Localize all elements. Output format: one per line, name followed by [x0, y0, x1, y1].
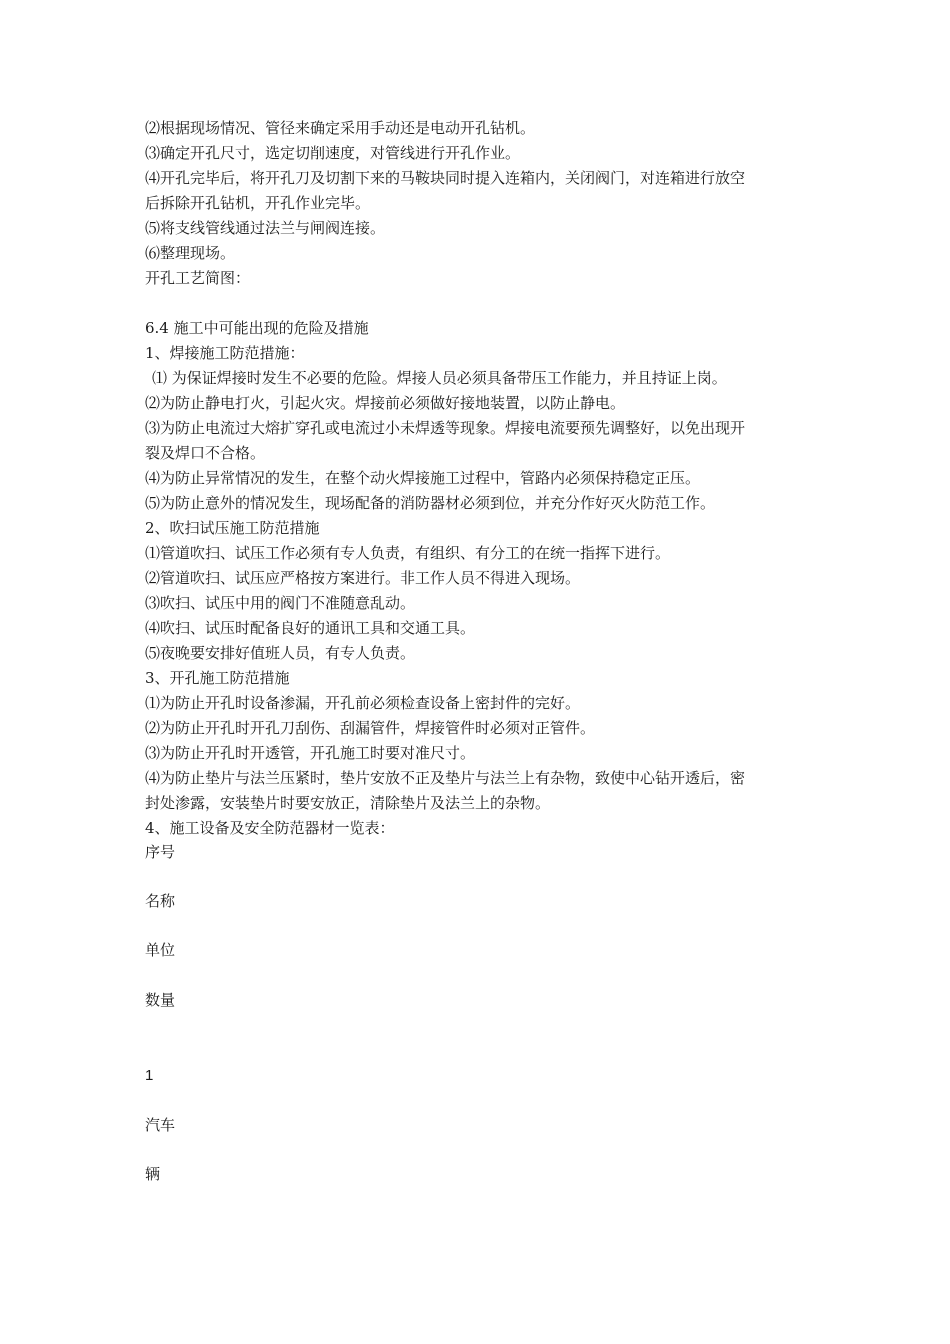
text-line: ⑷开孔完毕后，将开孔刀及切割下来的马鞍块同时提入连箱内，关闭阀门，对连箱进行放空 [145, 169, 746, 187]
table-header-cell: 单位 [145, 941, 176, 959]
table-cell: 辆 [145, 1165, 161, 1183]
text-line: ⑸将支线管线通过法兰与闸阀连接。 [145, 219, 386, 237]
text-line: ⑷为防止垫片与法兰压紧时，垫片安放不正及垫片与法兰上有杂物，致使中心钻开透后，密 [145, 769, 746, 787]
text-line: ⑴管道吹扫、试压工作必须有专人负责，有组织、有分工的在统一指挥下进行。 [145, 544, 671, 562]
text-line: 后拆除开孔钻机，开孔作业完毕。 [145, 194, 371, 212]
text-line: ⑶为防止电流过大熔扩穿孔或电流过小未焊透等现象。焊接电流要预先调整好，以免出现开 [145, 419, 746, 437]
subsection-heading: 3、开孔施工防范措施 [145, 669, 290, 687]
table-cell: 汽车 [145, 1116, 176, 1134]
subsection-heading: 1、焊接施工防范措施： [145, 344, 305, 362]
text-line: 裂及焊口不合格。 [145, 444, 266, 462]
text-line: ⑵管道吹扫、试压应严格按方案进行。非工作人员不得进入现场。 [145, 569, 581, 587]
text-line: ⑴ 为保证焊接时发生不必要的危险。焊接人员必须具备带压工作能力，并且持证上岗。 [152, 369, 727, 387]
figure-caption: 开孔工艺简图： [145, 269, 251, 287]
subsection-heading: 2、吹扫试压施工防范措施 [145, 519, 320, 537]
text-line: ⑷吹扫、试压时配备良好的通讯工具和交通工具。 [145, 619, 476, 637]
subsection-heading: 4、施工设备及安全防范器材一览表： [145, 819, 395, 837]
table-header-cell: 数量 [145, 991, 176, 1009]
text-line: ⑵根据现场情况、管径来确定采用手动还是电动开孔钻机。 [145, 119, 536, 137]
text-line: ⑶为防止开孔时开透管，开孔施工时要对准尺寸。 [145, 744, 476, 762]
section-heading: 6.4 施工中可能出现的危险及措施 [145, 319, 369, 337]
text-line: ⑵为防止静电打火，引起火灾。焊接前必须做好接地装置，以防止静电。 [145, 394, 626, 412]
text-line: ⑶确定开孔尺寸，选定切削速度，对管线进行开孔作业。 [145, 144, 521, 162]
text-line: ⑸夜晚要安排好值班人员，有专人负责。 [145, 644, 416, 662]
text-line: ⑴为防止开孔时设备渗漏，开孔前必须检查设备上密封件的完好。 [145, 694, 581, 712]
text-line: 封处渗露，安装垫片时要安放正，清除垫片及法兰上的杂物。 [145, 794, 551, 812]
text-line: ⑵为防止开孔时开孔刀刮伤、刮漏管件，焊接管件时必须对正管件。 [145, 719, 596, 737]
table-header-cell: 序号 [145, 843, 176, 861]
text-line: ⑹整理现场。 [145, 244, 236, 262]
table-header-cell: 名称 [145, 892, 176, 910]
text-line: ⑸为防止意外的情况发生，现场配备的消防器材必须到位，并充分作好灭火防范工作。 [145, 494, 716, 512]
text-line: ⑷为防止异常情况的发生，在整个动火焊接施工过程中，管路内必须保持稳定正压。 [145, 469, 701, 487]
table-cell: 1 [145, 1067, 154, 1084]
text-line: ⑶吹扫、试压中用的阀门不准随意乱动。 [145, 594, 416, 612]
